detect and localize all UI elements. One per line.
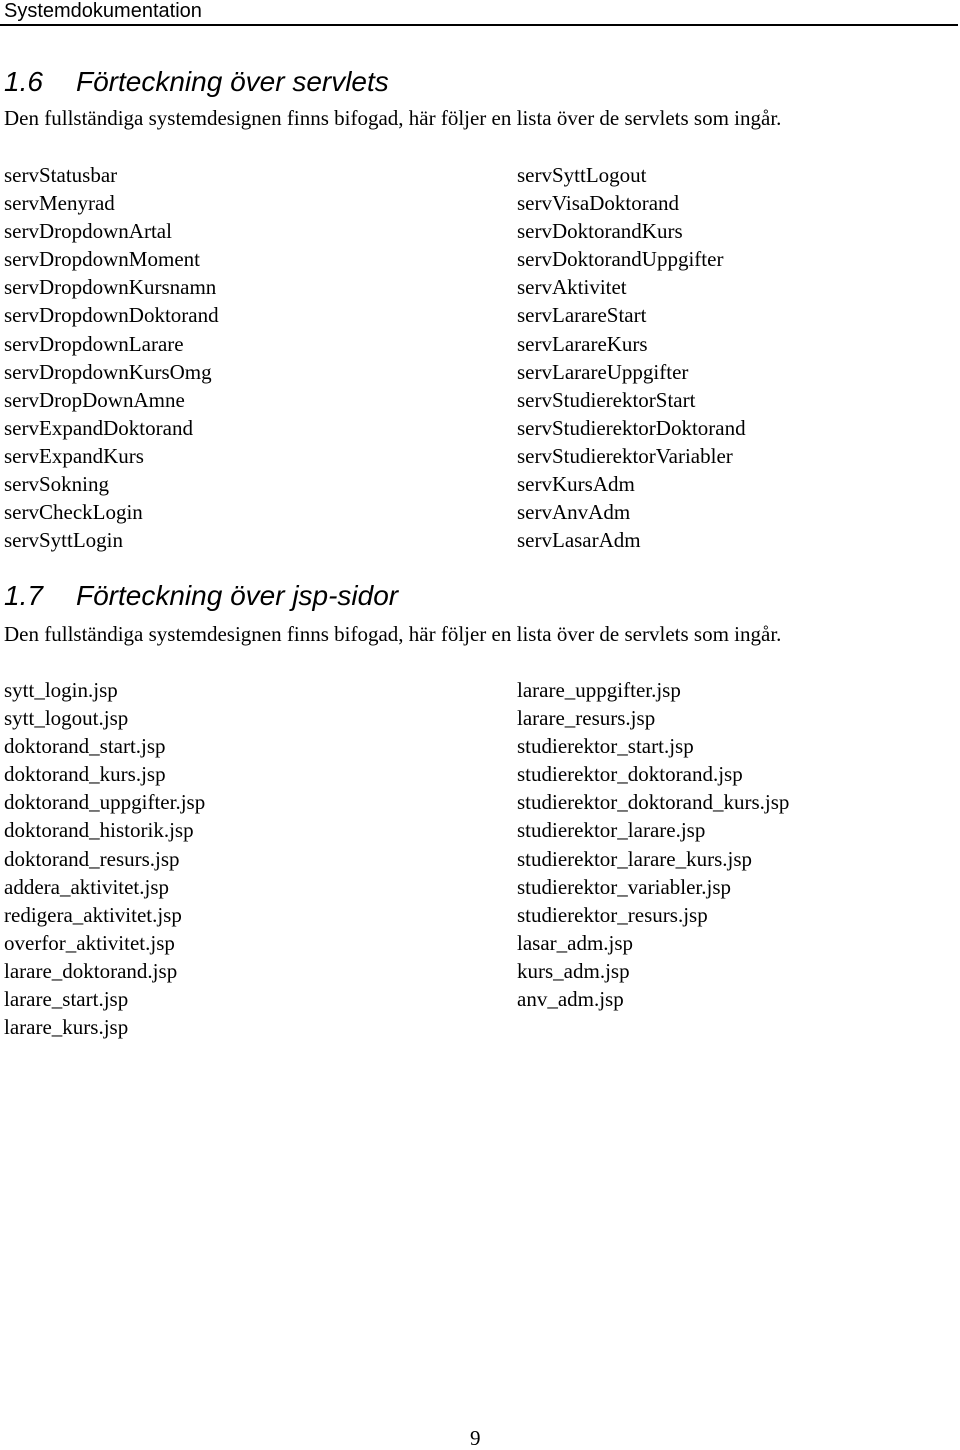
list-item: servStudierektorVariabler [517, 443, 733, 468]
list-item: redigera_aktivitet.jsp [4, 902, 182, 927]
list-item: servDoktorandUppgifter [517, 247, 724, 272]
list-item: doktorand_historik.jsp [4, 818, 194, 843]
list-item: servKursAdm [517, 472, 635, 497]
section-number: 1.7 [4, 580, 43, 611]
section-intro-jsp: Den fullständiga systemdesignen finns bifogad, här följer en lista över de servlets som ingår. [4, 622, 782, 646]
list-item: studierektor_larare.jsp [517, 818, 706, 843]
list-item: doktorand_start.jsp [4, 734, 166, 759]
list-item: sytt_logout.jsp [4, 706, 129, 731]
list-item: servLarareStart [517, 303, 647, 328]
list-item: servDropdownKursOmg [4, 359, 212, 384]
list-item: studierektor_start.jsp [517, 734, 694, 759]
list-item: overfor_aktivitet.jsp [4, 930, 175, 955]
list-item: doktorand_kurs.jsp [4, 762, 166, 787]
document-header-title: Systemdokumentation [4, 0, 202, 22]
list-item: doktorand_uppgifter.jsp [4, 790, 206, 815]
list-item: servSokning [4, 472, 109, 497]
list-item: doktorand_resurs.jsp [4, 846, 180, 871]
section-number: 1.6 [4, 66, 43, 97]
list-item: servDropdownLarare [4, 331, 184, 356]
list-item: studierektor_larare_kurs.jsp [517, 846, 753, 871]
list-item: studierektor_variabler.jsp [517, 874, 732, 899]
list-item: larare_doktorand.jsp [4, 958, 178, 983]
list-item: servLarareUppgifter [517, 359, 689, 384]
list-item: sytt_login.jsp [4, 678, 118, 702]
list-item: servDropdownKursnamn [4, 275, 217, 300]
section-heading-servlets [4, 66, 389, 98]
list-item: servStatusbar [4, 163, 118, 187]
list-item: servSyttLogin [4, 528, 123, 553]
section-title: Förteckning över jsp-sidor [76, 580, 399, 611]
list-item: larare_kurs.jsp [4, 1015, 129, 1040]
page-number: 9 [470, 1426, 481, 1450]
list-item: servDropDownAmne [4, 387, 185, 412]
list-item: servLarareKurs [517, 331, 648, 356]
list-item: anv_adm.jsp [517, 987, 624, 1012]
list-item: servCheckLogin [4, 500, 143, 525]
section-intro-servlets: Den fullständiga systemdesignen finns bifogad, här följer en lista över de servlets som ingår. [4, 106, 782, 130]
list-item: servDoktorandKurs [517, 219, 683, 244]
list-item: studierektor_doktorand_kurs.jsp [517, 790, 790, 815]
servlet-list-right [517, 161, 746, 554]
list-item: servSyttLogout [517, 163, 647, 187]
list-item: servExpandKurs [4, 443, 144, 468]
list-item: studierektor_resurs.jsp [517, 902, 708, 927]
list-item: larare_start.jsp [4, 987, 129, 1012]
header-divider [0, 24, 958, 26]
list-item: servAktivitet [517, 275, 627, 300]
list-item: servDropdownDoktorand [4, 303, 219, 328]
list-item: servStudierektorStart [517, 387, 696, 412]
list-item: servDropdownMoment [4, 247, 200, 272]
jsp-list-right [517, 676, 789, 1013]
list-item: servMenyrad [4, 191, 115, 216]
list-item: kurs_adm.jsp [517, 958, 630, 983]
list-item: servLasarAdm [517, 528, 641, 553]
jsp-list-left [4, 676, 205, 1041]
list-item: servAnvAdm [517, 500, 631, 525]
list-item: larare_resurs.jsp [517, 706, 656, 731]
list-item: larare_uppgifter.jsp [517, 678, 681, 702]
section-title: Förteckning över servlets [76, 66, 389, 97]
list-item: addera_aktivitet.jsp [4, 874, 170, 899]
servlet-list-left [4, 161, 219, 554]
section-heading-jsp [4, 580, 398, 612]
list-item: servDropdownArtal [4, 219, 172, 244]
list-item: servStudierektorDoktorand [517, 415, 746, 440]
list-item: servVisaDoktorand [517, 191, 680, 216]
list-item: studierektor_doktorand.jsp [517, 762, 743, 787]
list-item: servExpandDoktorand [4, 415, 193, 440]
list-item: lasar_adm.jsp [517, 930, 634, 955]
